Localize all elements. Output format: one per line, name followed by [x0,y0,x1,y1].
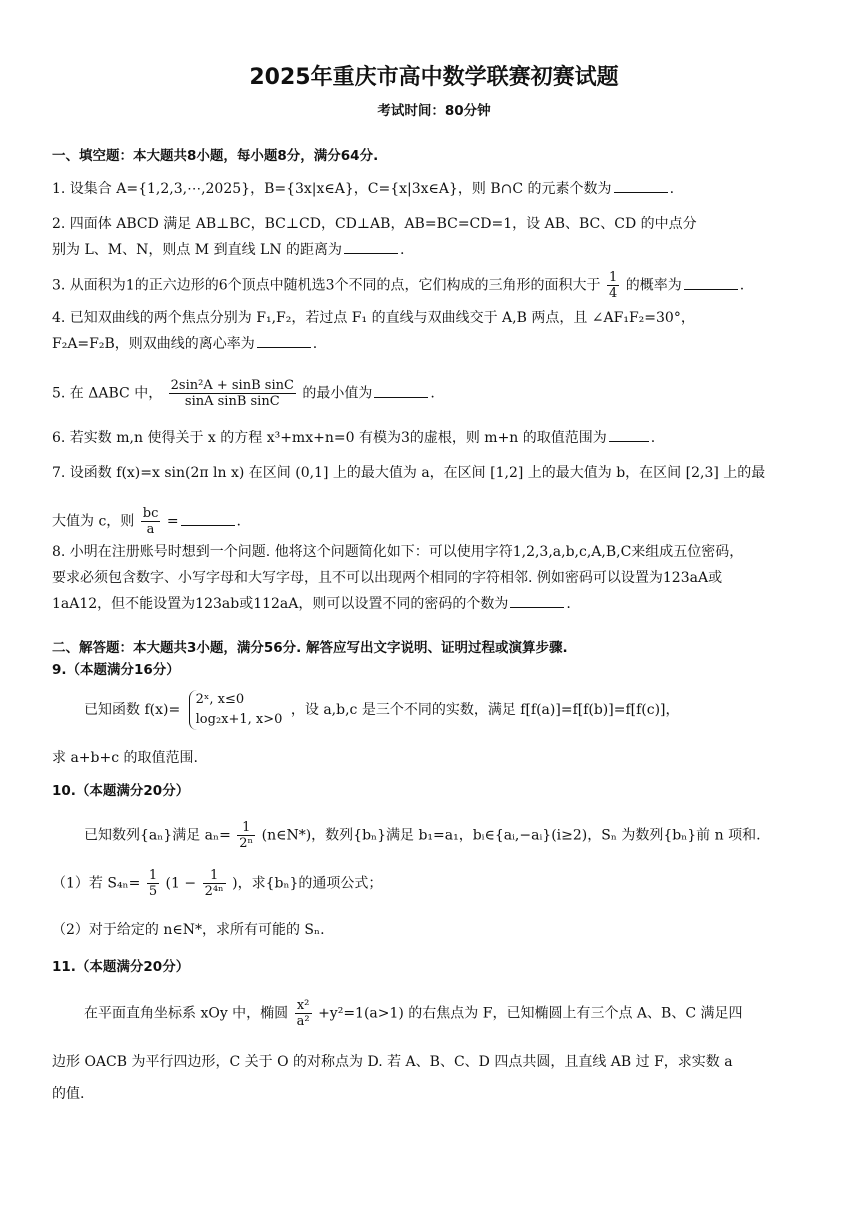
question-7-line2: 大值为 c，则 $\frac{bc}{a}$ = . [52,506,241,537]
page-title: 2025年重庆市高中数学联赛初赛试题 [249,65,619,90]
question-8-line3: 1aA12，但不能设置为123ab或112aA，则可以设置不同的密码的个数为 . [52,596,571,612]
fraction: $\frac{1}{4}$ [608,270,618,301]
question-2-line1: 2. 四面体 ABCD 满足 AB⊥BC，BC⊥CD，CD⊥AB，AB=BC=CD=1，设 AB、BC、CD 的中点分 [52,216,697,232]
answer-blank [344,253,398,254]
fraction: $\frac{1}{\text{2ⁿ}}$ [239,820,254,851]
question-10-line1: 已知数列{aₙ}满足 aₙ= $\frac{1}{\text{2ⁿ}}$ (n∈N*)，数列{bₙ}满足 b₁=a₁，bᵢ∈{aᵢ,−aᵢ}(i≥2)，Sₙ 为数列{bₙ}前 n 项和. [84,820,761,851]
answer-blank [614,192,668,193]
answer-blank [181,525,235,526]
question-8-line2: 要求必须包含数字、小写字母和大写字母，且不可以出现两个相同的字符相邻. 例如密码可以设置为123aA或 [52,570,723,586]
question-4-line2: F₂A=F₂B，则双曲线的离心率为 . [52,336,318,352]
question-10-part2: （2）对于给定的 n∈N*，求所有可能的 Sₙ. [52,922,325,938]
question-9-heading: 9.（本题满分16分） [52,662,180,678]
question-11-line2: 边形 OACB 为平行四边形，C 关于 O 的对称点为 D. 若 A、B、C、D 四点共圆，且直线 AB 过 F，求实数 a [52,1054,733,1070]
question-9-line1: 已知函数 f(x)= 2ˣ, x≤0 log₂x+1, x>0 ，设 a,b,c 是三个不同的实数，满足 f[f(a)]=f[f(b)]=f[f(c)]， [84,690,816,730]
fraction: $\frac{\text{2sin²A + sinB sinC}}{\text{sinA sinB sinC}}$ [170,378,294,409]
question-10-heading: 10.（本题满分20分） [52,783,190,799]
piecewise-function: 2ˣ, x≤0 log₂x+1, x>0 [189,690,283,730]
fraction: $\frac{1}{\text{2⁴ⁿ}}$ [204,868,224,899]
question-9-line2: 求 a+b+c 的取值范围. [52,750,198,766]
question-3: 3. 从面积为1的正六边形的6个顶点中随机选3个不同的点，它们构成的三角形的面积大于 $\frac{1}{4}$ 的概率为 . [52,270,745,301]
fraction: $\frac{\text{x²}}{\text{a²}}$ [296,998,310,1029]
question-4-line1: 4. 已知双曲线的两个焦点分别为 F₁,F₂，若过点 F₁ 的直线与双曲线交于 A,B 两点，且 ∠AF₁F₂=30°， [52,310,695,326]
fraction: $\frac{1}{5}$ [148,868,158,899]
exam-duration: 考试时间：80分钟 [377,103,491,119]
question-11-line3: 的值. [52,1086,85,1102]
answer-blank [374,397,428,398]
question-5: 5. 在 ΔABC 中， $\frac{\text{2sin²A + sinB sinC}}{\text{sinA sinB sinC}}$ 的最小值为 . [52,378,435,409]
question-6: 6. 若实数 m,n 使得关于 x 的方程 x³+mx+n=0 有模为3的虚根，则 m+n 的取值范围为 . [52,430,656,446]
section2-heading: 二、解答题：本大题共3小题，满分56分. 解答应写出文字说明、证明过程或演算步骤. [52,640,568,656]
section1-heading: 一、填空题：本大题共8小题，每小题8分，满分64分. [52,148,379,164]
question-7-line1: 7. 设函数 f(x)=x sin(2π ln x) 在区间 (0,1] 上的最大值为 a，在区间 [1,2] 上的最大值为 b，在区间 [2,3] 上的最 [52,465,766,481]
question-10-part1: （1）若 S₄ₙ= $\frac{1}{5}$ (1 − $\frac{1}{\text{2⁴ⁿ}}$ )，求{bₙ}的通项公式； [52,868,383,899]
answer-blank [257,347,311,348]
question-2-line2: 别为 L、M、N，则点 M 到直线 LN 的距离为 . [52,242,405,258]
answer-blank [609,441,649,442]
question-11-heading: 11.（本题满分20分） [52,959,190,975]
answer-blank [684,289,738,290]
question-8-line1: 8. 小明在注册账号时想到一个问题. 他将这个问题简化如下：可以使用字符1,2,3,a,b,c,A,B,C来组成五位密码， [52,544,744,560]
question-1: 1. 设集合 A={1,2,3,⋯,2025}，B={3x|x∈A}，C={x|3x∈A}，则 B∩C 的元素个数为 . [52,181,675,197]
answer-blank [510,607,564,608]
fraction: $\frac{bc}{a}$ [142,506,159,537]
question-11-line1: 在平面直角坐标系 xOy 中，椭圆 $\frac{\text{x²}}{\text{a²}}$ +y²=1(a>1) 的右焦点为 F，已知椭圆上有三个点 A、B、C 满足四 [84,998,743,1029]
